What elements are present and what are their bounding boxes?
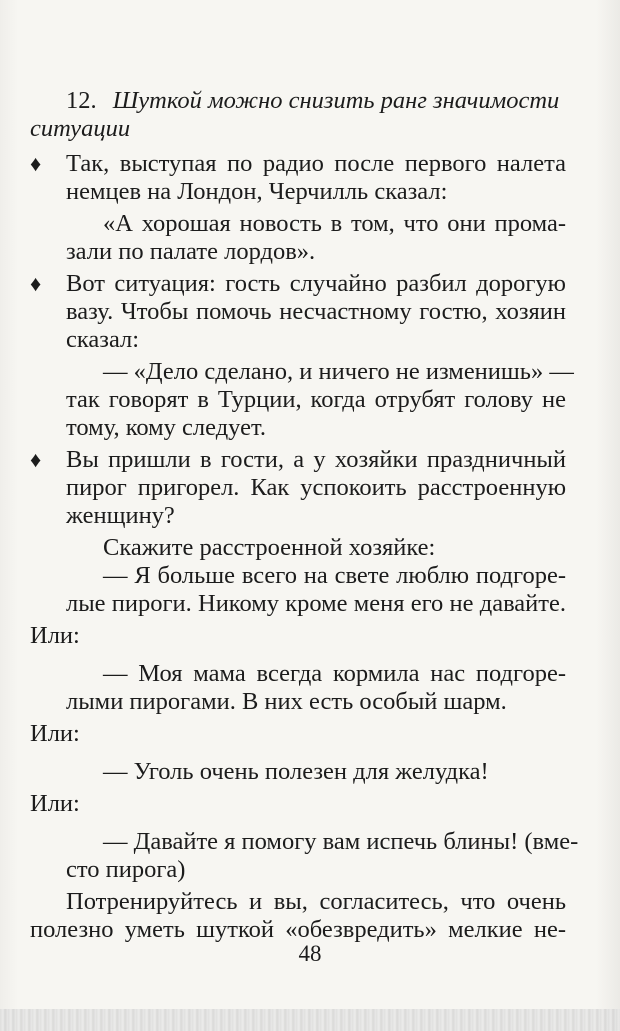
text-line-2: немцев на Лондон, Черчилль сказал: bbox=[66, 178, 448, 205]
section-heading-line-1 bbox=[66, 87, 559, 115]
diamond-bullet-icon: ♦ bbox=[30, 447, 42, 472]
text-line-7: сказал: bbox=[66, 326, 140, 353]
text-line-6: вазу. Чтобы помочь несчастному гостю, хозяин bbox=[66, 298, 566, 325]
section-title: Шуткой можно снизить ранг значимости bbox=[112, 87, 560, 114]
text-line-18: — Моя мама всегда кормила нас подгоре- bbox=[103, 660, 566, 687]
section-heading-line-2: ситуации bbox=[30, 115, 131, 142]
text-line-21: — Уголь очень полезен для желудка! bbox=[103, 758, 489, 785]
text-line-9: так говорят в Турции, когда отрубят голову не bbox=[66, 386, 566, 413]
text-line-11: Вы пришли в гости, а у хозяйки праздничный bbox=[66, 446, 566, 473]
text-line-19: лыми пирогами. В них есть особый шарм. bbox=[66, 688, 507, 715]
page-number: 48 bbox=[298, 941, 322, 966]
text-line-23: — Давайте я помогу вам испечь блины! (вме- bbox=[103, 828, 579, 855]
text-line-17: Или: bbox=[30, 622, 80, 649]
scan-edge bbox=[0, 1009, 620, 1031]
text-line-15: — Я больше всего на свете люблю подгоре- bbox=[103, 562, 566, 589]
text-line-26: полезно уметь шуткой «обезвредить» мелкие не- bbox=[30, 916, 566, 943]
text-line-16: лые пироги. Никому кроме меня его не давайте. bbox=[66, 590, 566, 617]
text-line-25: Потренируйтесь и вы, согласитесь, что очень bbox=[66, 888, 566, 915]
text-line-1: Так, выступая по радио после первого налета bbox=[66, 150, 566, 177]
text-line-4: зали по палате лордов». bbox=[66, 238, 316, 265]
diamond-bullet-icon: ♦ bbox=[30, 271, 42, 296]
section-number: 12. bbox=[66, 87, 97, 114]
text-line-3: «А хорошая новость в том, что они прома- bbox=[103, 210, 566, 237]
text-line-12: пирог пригорел. Как успокоить расстроенную bbox=[66, 474, 566, 501]
diamond-bullet-icon: ♦ bbox=[30, 151, 42, 176]
text-line-10: тому, кому следует. bbox=[66, 414, 266, 441]
text-line-8: — «Дело сделано, и ничего не изменишь» — bbox=[103, 358, 574, 385]
text-line-13: женщину? bbox=[66, 502, 175, 529]
text-line-5: Вот ситуация: гость случайно разбил дорогую bbox=[66, 270, 566, 297]
text-line-24: сто пирога) bbox=[66, 856, 186, 883]
text-line-20: Или: bbox=[30, 720, 80, 747]
text-line-14: Скажите расстроенной хозяйке: bbox=[103, 534, 436, 561]
text-line-22: Или: bbox=[30, 790, 80, 817]
